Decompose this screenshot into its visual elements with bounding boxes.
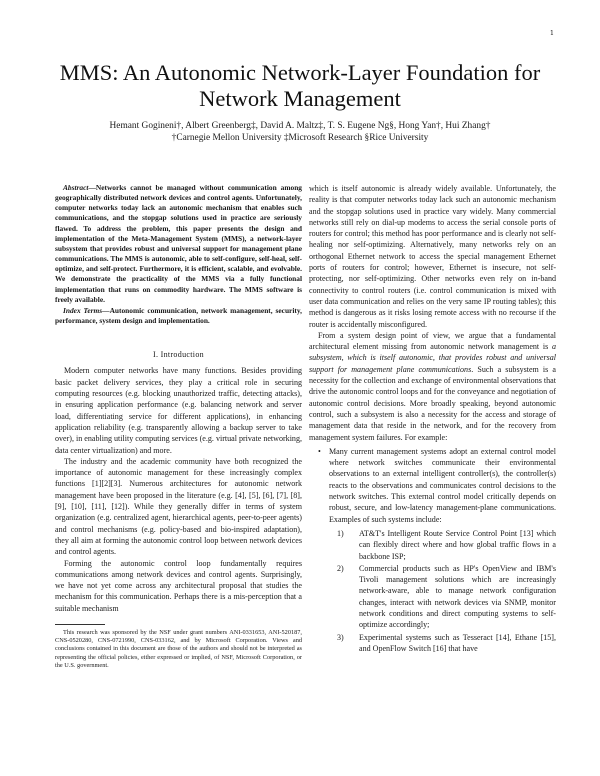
item-text: Experimental systems such as Tesseract [14], Ethane [15], and OpenFlow Switch [16] that have [359,632,556,653]
section-heading-introduction: I. Introduction [153,350,204,360]
abstract [55,183,302,305]
page-number: 1 [549,29,554,37]
bullet-list [309,446,556,654]
abstract-text: —Networks cannot be managed without communication among geographically distributed network devices and control agents. Unfortunately, computer networks today lack an autonomic mechanism that enables such communications, and the stopgap solutions used in practice are seriously flawed. To address the problem, this paper presents the design and implementation of the Meta-Management System (MMS), a network-layer subsystem that provides robust and universal support for management plane communications. The MMS is autonomic, able to self-configure, self-heal, self-optimize, and self-protect. Furthermore, it is efficient, scalable, and evolvable. We demonstrate the practicality of the MMS via a fully functional implementation that runs on commodity hardware. The MMS software is freely available. [55,183,302,304]
list-item [337,563,556,631]
bullet-icon: • [318,446,321,456]
left-column [55,183,302,670]
right-paragraph-2 [309,330,556,443]
numbered-list [329,528,556,654]
bullet-text: Many current management systems adopt an external control model where network switches communicate their environmental observations to an external intelligent controller(s), the controller(s) reacts to the observations and communicates control decisions to the network switches. This external control model critically depends on robust, secure, and low-latency management-plane communications. Examples of such systems include: [329,446,556,524]
intro-paragraph-1: Modern computer networks have many functions. Besides providing basic packet delivery services, they play a critical role in securing computing resources (e.g. blocking unauthorized traffic, detecting attacks), in ensuring application performance (e.g. balancing network and server load, differentiating service for different applications), in enhancing application reliability (e.g. transparently allowing a backup server to take over), in enabling utility computing services (e.g. virtual private networking, data center virtualization) and more. [55,366,302,455]
author-block [40,120,560,144]
author-names: Hemant Gogineni†, Albert Greenberg‡, David A. Maltz‡, T. S. Eugene Ng§, Hong Yan†, Hui Zhang† [109,121,491,131]
index-terms-text: —Autonomic communication, network management, security, performance, system design and implementation. [55,305,302,326]
index-terms-label: Index Terms [63,305,103,315]
footnote-divider [55,624,105,625]
list-item [337,632,556,655]
right-paragraph-2-emphasis: a subsystem, which is itself autonomic, that provides robust and universal support for management plane communications [309,342,556,374]
item-text: AT&T's Intelligent Route Service Control Point [13] which can flexibly direct where and how global traffic flows in a backbone ISP; [359,528,556,561]
intro-paragraph-2: The industry and the academic community have both recognized the importance of autonomic management for these increasingly complex functions [1][2][3]. Numerous architectures for autonomic network management have been proposed in the literature (e.g. [4], [5], [6], [7], [8], [9], [10], [11], [12]). While they generally differ in terms of system organization (e.g. centralized agent, hierarchical agents, peer-to-peer agents) and control mechanisms (e.g. policy-based and bio-inspired adaptation), they all aim at forming the autonomic control loop between network devices and control agents. [55,456,302,557]
index-terms [55,306,302,326]
right-column [309,183,556,655]
list-item [318,446,556,654]
item-number: 2) [337,563,344,573]
list-item [337,528,556,562]
item-number: 3) [337,632,344,642]
funding-footnote: This research was sponsored by the NSF under grant numbers ANI-0331653, ANI-520187, CNS-0520280, CNS-0721990, CNS-033162, and by Microsoft Corporation. Views and conclusions contained in this document are those of the authors and should not be interpreted as representing the official policies, either expressed or implied, of NSF, Microsoft Corporation, or the U.S. government. [55,629,302,669]
paper-title: MMS: An Autonomic Network-Layer Foundation for Network Management [59,60,541,111]
abstract-label: Abstract [63,183,89,192]
item-number: 1) [337,528,344,538]
right-paragraph-1: which is itself autonomic is already widely available. Unfortunately, the reality is that computer networks today lack such an autonomic mechanism and the stopgap solutions used in practice vary widely. Many commercial networks still rely on dial-up modems to access the serial console ports of routers for control; this method has poor performance and is clearly not self-healing nor self-optimizing. Alternatively, many networks rely on an orthogonal Ethernet network to access the special management Ethernet ports of routers for control; however, Ethernet is insecure, not self-protecting, nor self-optimizing. Other networks even rely on in-band connectivity to control routers (i.e. control communication is mixed with user data communication and relies on the very same IP routing tables); this method is dangerous as it risks losing remote access with no recourse if the router is accidentally misconfigured. [309,184,556,329]
item-text: Commercial products such as HP's OpenView and IBM's Tivoli management solutions which are increasingly network-aware, able to manage network configuration changes, interact with network devices via SNMP, monitor network conditions and direct computing systems to self-optimize accordingly; [359,563,556,630]
right-paragraph-2-start: From a system design point of view, we argue that a fundamental architectural element missing from autonomic network management is [309,330,556,352]
author-affiliations: †Carnegie Mellon University ‡Microsoft Research §Rice University [171,133,429,143]
intro-paragraph-3: Forming the autonomic control loop fundamentally requires communications among network devices and control agents. Surprisingly, we have not yet come across any architectural proposal that studies the mechanism for this communication. Perhaps there is a mis-perception that a suitable mechanism [55,558,302,613]
right-paragraph-2-end: . Such a subsystem is a necessity for the collection and exchange of environmental observations that drive the autonomic control loops and for the conveyance and negotiation of autonomic control decisions. More broadly speaking, beyond autonomic control, such a subsystem is also a necessity for the access and storage of management data that reside in the network, and for the recovery from management system failures. For example: [309,364,556,442]
